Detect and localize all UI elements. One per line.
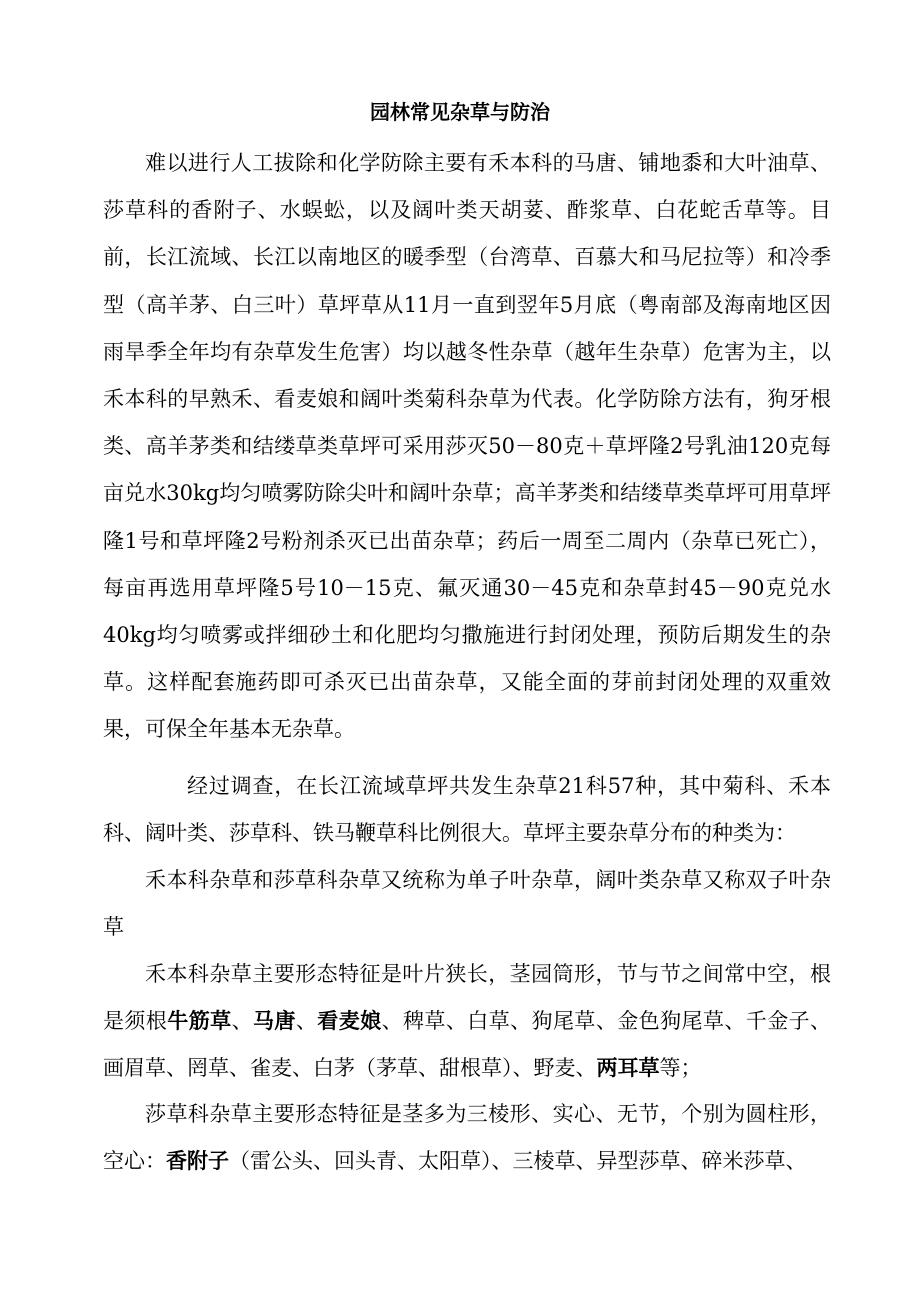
document-title: 园林常见杂草与防治 [370,100,550,124]
weed-name-kanmainiang: 看麦娘 [317,1009,382,1034]
weed-name-xiangfuzi: 香附子 [166,1149,229,1174]
grass-weeds-intro: 禾本科杂草主要形态特征是叶片狭长，茎园筒形，节与节之间常中空，根是须根 [103,962,831,1034]
weed-name-liangercao: 两耳草 [596,1056,660,1081]
paragraph-survey-results: 经过调查，在长江流域草坪共发生杂草21科57种，其中菊科、禾本科、阔叶类、莎草科、铁马鞭草科比例很大。草坪主要杂草分布的种类为： [103,774,831,846]
paragraph-sedge-weeds [103,1091,831,1185]
weed-name-niujincao: 牛筋草 [167,1009,232,1034]
weed-name-matang: 马唐 [253,1009,296,1034]
separator: 、 [231,1009,253,1034]
separator: 、 [295,1009,318,1034]
grass-weeds-list: 、稗草、白草、狗尾草、金色狗尾草、千金子、画眉草、罔草、雀麦、白茅（茅草、甜根草）、野麦、 [103,1009,832,1081]
grass-weeds-end: 等； [659,1056,702,1081]
sedge-weeds-intro: 莎草科杂草主要形态特征是茎多为三棱形、实心、无节，个别为圆柱形，空心： [103,1102,831,1174]
sedge-weeds-list: （雷公头、回头青、太阳草）、三棱草、异型莎草、碎米莎草、 [229,1149,807,1174]
paragraph-grass-weeds [103,951,831,1093]
paragraph-weed-classification: 禾本科杂草和莎草科杂草又统称为单子叶杂草，阔叶类杂草又称双子叶杂草 [103,868,831,940]
paragraph-weed-control-overview: 难以进行人工拔除和化学防除主要有禾本科的马唐、铺地黍和大叶油草、莎草科的香附子、水蜈蚣，以及阔叶类天胡荽、酢浆草、白花蛇舌草等。目前，长江流域、长江以南地区的暖季型（台湾草、百慕大和马尼拉等）和冷季型（高羊茅、白三叶）草坪草从11月一直到翌年5月底（粤南部及海南地区因雨旱季全年均有杂草发生危害）均以越冬性杂草（越年生杂草）危害为主，以禾本科的早熟禾、看麦娘和阔叶类菊科杂草为代表。化学防除方法有，狗牙根类、高羊茅类和结缕草类草坪可采用莎灭50－80克＋草坪隆2号乳油120克每亩兑水30kg均匀喷雾防除尖叶和阔叶杂草；高羊茅类和结缕草类草坪可用草坪隆1号和草坪隆2号粉剂杀灭已出苗杂草；药后一周至二周内（杂草已死亡），每亩再选用草坪隆5号10－15克、氟灭通30－45克和杂草封45－90克兑水40kg均匀喷雾或拌细砂土和化肥均匀撒施进行封闭处理，预防后期发生的杂草。这样配套施药即可杀灭已出苗杂草，又能全面的芽前封闭处理的双重效果，可保全年基本无杂草。 [103,151,831,742]
